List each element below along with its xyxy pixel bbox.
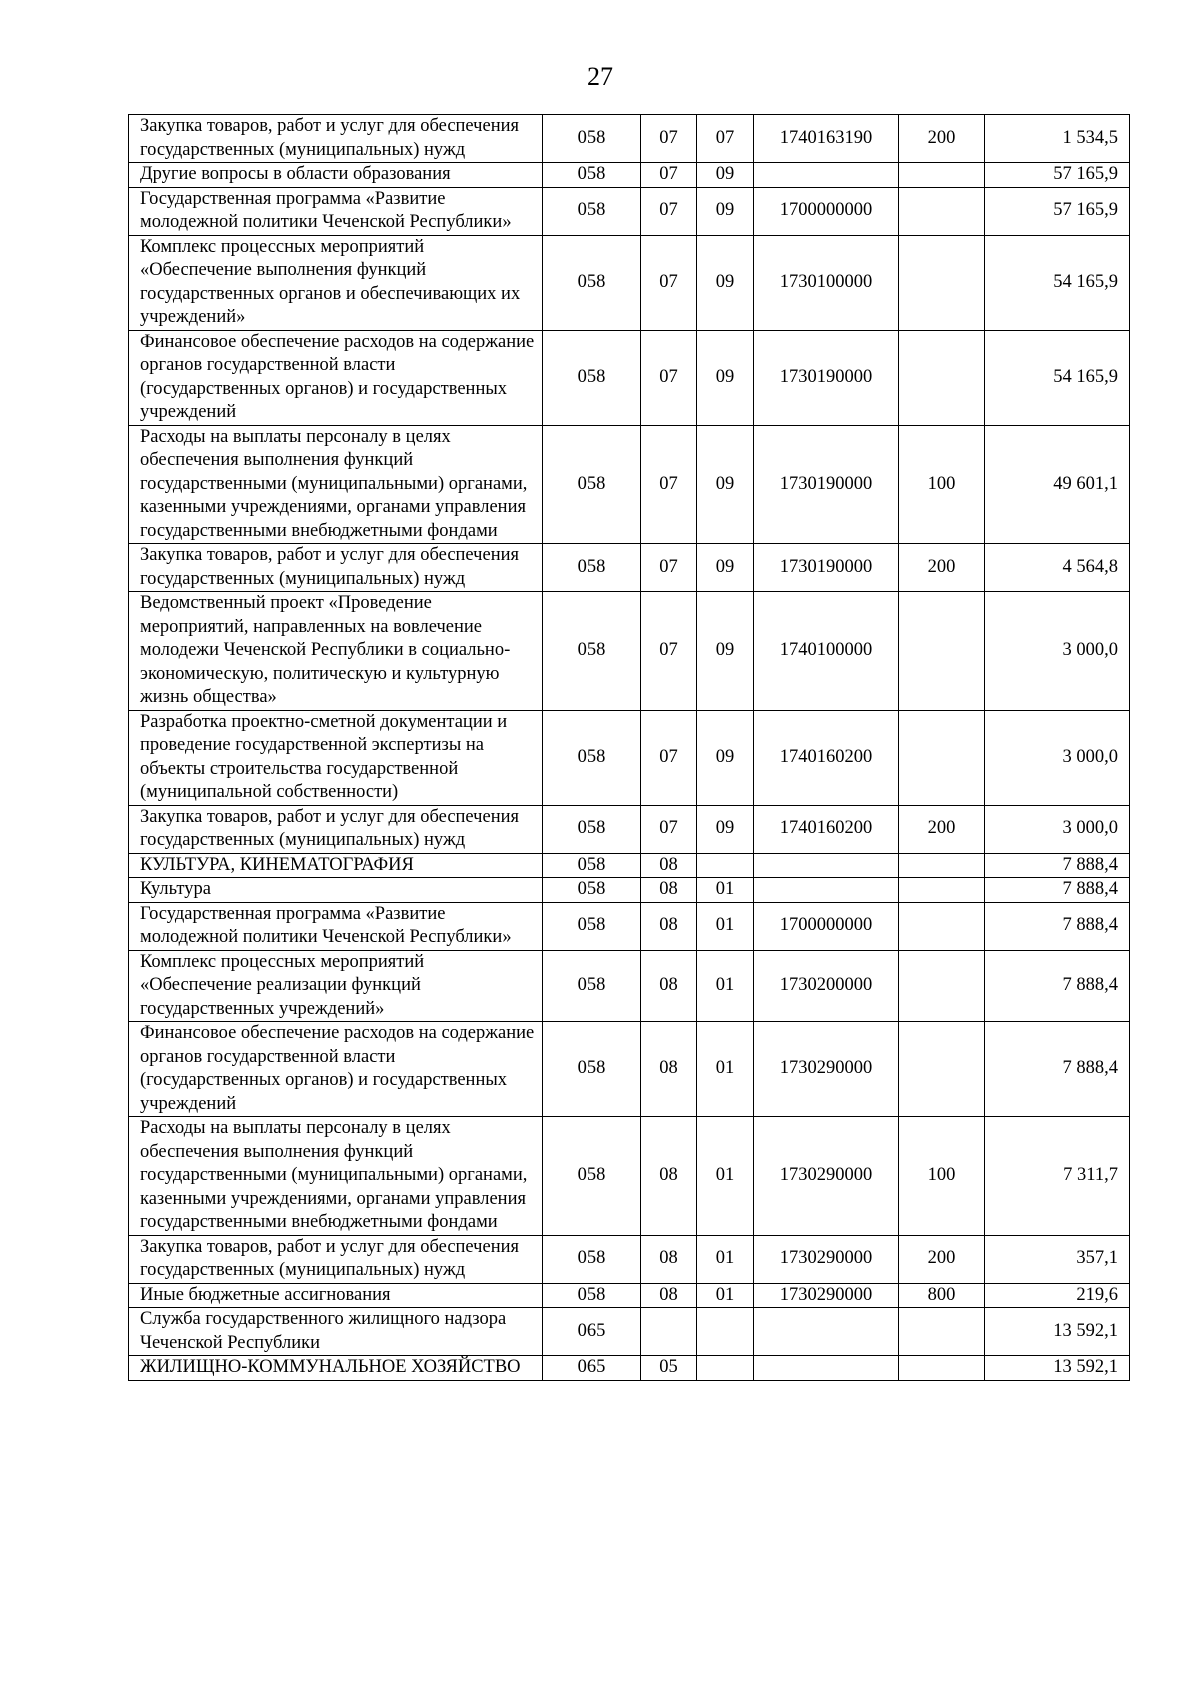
subsection-code-cell: 09 bbox=[697, 235, 754, 330]
target-article-cell: 1740160200 bbox=[754, 805, 899, 853]
amount-cell: 4 564,8 bbox=[985, 544, 1130, 592]
target-article-cell bbox=[754, 878, 899, 903]
expense-type-cell bbox=[899, 950, 985, 1022]
table-row bbox=[129, 115, 1130, 163]
target-article-cell: 1730100000 bbox=[754, 235, 899, 330]
section-code-cell: 08 bbox=[641, 1022, 697, 1117]
expense-type-cell bbox=[899, 853, 985, 878]
amount-cell: 49 601,1 bbox=[985, 425, 1130, 544]
grbs-code-cell: 058 bbox=[543, 1022, 641, 1117]
expense-type-cell bbox=[899, 1356, 985, 1381]
grbs-code-cell: 058 bbox=[543, 950, 641, 1022]
target-article-cell: 1700000000 bbox=[754, 902, 899, 950]
target-article-cell bbox=[754, 853, 899, 878]
expense-type-cell: 100 bbox=[899, 1117, 985, 1236]
amount-cell: 3 000,0 bbox=[985, 805, 1130, 853]
table-row bbox=[129, 1308, 1130, 1356]
amount-cell: 7 888,4 bbox=[985, 902, 1130, 950]
subsection-code-cell: 09 bbox=[697, 592, 754, 711]
grbs-code-cell: 058 bbox=[543, 805, 641, 853]
subsection-code-cell: 09 bbox=[697, 187, 754, 235]
grbs-code-cell: 058 bbox=[543, 592, 641, 711]
table-row bbox=[129, 235, 1130, 330]
subsection-code-cell: 09 bbox=[697, 805, 754, 853]
section-code-cell: 08 bbox=[641, 902, 697, 950]
expense-type-cell bbox=[899, 902, 985, 950]
grbs-code-cell: 058 bbox=[543, 187, 641, 235]
subsection-code-cell: 09 bbox=[697, 710, 754, 805]
amount-cell: 7 311,7 bbox=[985, 1117, 1130, 1236]
section-code-cell bbox=[641, 1308, 697, 1356]
table-row bbox=[129, 330, 1130, 425]
expense-type-cell: 800 bbox=[899, 1283, 985, 1308]
expense-name-cell: Иные бюджетные ассигнования bbox=[129, 1283, 543, 1308]
page-number: 27 bbox=[587, 62, 613, 91]
expense-name-cell: Другие вопросы в области образования bbox=[129, 163, 543, 188]
table-row bbox=[129, 805, 1130, 853]
expense-name-cell: Закупка товаров, работ и услуг для обеспечения государственных (муниципальных) нужд bbox=[129, 1235, 543, 1283]
subsection-code-cell: 09 bbox=[697, 544, 754, 592]
grbs-code-cell: 058 bbox=[543, 853, 641, 878]
section-code-cell: 07 bbox=[641, 115, 697, 163]
amount-cell: 7 888,4 bbox=[985, 950, 1130, 1022]
expense-type-cell bbox=[899, 330, 985, 425]
expense-type-cell: 200 bbox=[899, 1235, 985, 1283]
section-code-cell: 07 bbox=[641, 235, 697, 330]
table-row bbox=[129, 592, 1130, 711]
grbs-code-cell: 058 bbox=[543, 163, 641, 188]
section-code-cell: 08 bbox=[641, 1117, 697, 1236]
table-row bbox=[129, 1283, 1130, 1308]
amount-cell: 357,1 bbox=[985, 1235, 1130, 1283]
section-code-cell: 05 bbox=[641, 1356, 697, 1381]
expense-name-cell: Ведомственный проект «Проведение мероприятий, направленных на вовлечение молодежи Чеченской Республики в социально-экономическую, политическую и культурную жизнь общества» bbox=[129, 592, 543, 711]
expense-type-cell bbox=[899, 710, 985, 805]
section-code-cell: 07 bbox=[641, 592, 697, 711]
expense-type-cell bbox=[899, 1308, 985, 1356]
section-code-cell: 07 bbox=[641, 187, 697, 235]
amount-cell: 1 534,5 bbox=[985, 115, 1130, 163]
target-article-cell bbox=[754, 1308, 899, 1356]
grbs-code-cell: 065 bbox=[543, 1356, 641, 1381]
table-row bbox=[129, 853, 1130, 878]
expense-name-cell: Государственная программа «Развитие молодежной политики Чеченской Республики» bbox=[129, 902, 543, 950]
amount-cell: 3 000,0 bbox=[985, 710, 1130, 805]
subsection-code-cell: 01 bbox=[697, 1022, 754, 1117]
subsection-code-cell: 01 bbox=[697, 902, 754, 950]
expense-name-cell: Расходы на выплаты персоналу в целях обеспечения выполнения функций государственными (муниципальными) органами, казенными учреждениями, органами управления государственными внебюджетными фондами bbox=[129, 425, 543, 544]
expense-name-cell: КУЛЬТУРА, КИНЕМАТОГРАФИЯ bbox=[129, 853, 543, 878]
subsection-code-cell: 01 bbox=[697, 1235, 754, 1283]
section-code-cell: 08 bbox=[641, 1235, 697, 1283]
subsection-code-cell: 01 bbox=[697, 1117, 754, 1236]
expense-name-cell: Культура bbox=[129, 878, 543, 903]
target-article-cell bbox=[754, 163, 899, 188]
section-code-cell: 07 bbox=[641, 544, 697, 592]
grbs-code-cell: 058 bbox=[543, 1283, 641, 1308]
expense-type-cell: 200 bbox=[899, 544, 985, 592]
subsection-code-cell: 09 bbox=[697, 163, 754, 188]
table-row bbox=[129, 902, 1130, 950]
expense-name-cell: Разработка проектно-сметной документации и проведение государственной экспертизы на объекты строительства государственной (муниципальной собственности) bbox=[129, 710, 543, 805]
target-article-cell: 1730290000 bbox=[754, 1235, 899, 1283]
subsection-code-cell: 01 bbox=[697, 950, 754, 1022]
section-code-cell: 08 bbox=[641, 878, 697, 903]
expense-name-cell: Комплекс процессных мероприятий «Обеспечение реализации функций государственных учреждений» bbox=[129, 950, 543, 1022]
amount-cell: 57 165,9 bbox=[985, 187, 1130, 235]
subsection-code-cell: 01 bbox=[697, 878, 754, 903]
grbs-code-cell: 058 bbox=[543, 1235, 641, 1283]
expense-type-cell: 100 bbox=[899, 425, 985, 544]
target-article-cell: 1730290000 bbox=[754, 1283, 899, 1308]
section-code-cell: 07 bbox=[641, 330, 697, 425]
amount-cell: 3 000,0 bbox=[985, 592, 1130, 711]
table-row bbox=[129, 878, 1130, 903]
expense-type-cell bbox=[899, 592, 985, 711]
table-row bbox=[129, 187, 1130, 235]
expense-name-cell: Расходы на выплаты персоналу в целях обеспечения выполнения функций государственными (муниципальными) органами, казенными учреждениями, органами управления государственными внебюджетными фондами bbox=[129, 1117, 543, 1236]
target-article-cell: 1730290000 bbox=[754, 1022, 899, 1117]
section-code-cell: 07 bbox=[641, 710, 697, 805]
amount-cell: 13 592,1 bbox=[985, 1308, 1130, 1356]
expense-type-cell: 200 bbox=[899, 115, 985, 163]
grbs-code-cell: 058 bbox=[543, 878, 641, 903]
expense-name-cell: Государственная программа «Развитие молодежной политики Чеченской Республики» bbox=[129, 187, 543, 235]
expense-type-cell bbox=[899, 878, 985, 903]
amount-cell: 13 592,1 bbox=[985, 1356, 1130, 1381]
subsection-code-cell bbox=[697, 1308, 754, 1356]
target-article-cell: 1730190000 bbox=[754, 544, 899, 592]
grbs-code-cell: 058 bbox=[543, 710, 641, 805]
budget-table bbox=[128, 114, 1130, 1381]
table-row bbox=[129, 710, 1130, 805]
target-article-cell: 1730190000 bbox=[754, 425, 899, 544]
target-article-cell: 1740100000 bbox=[754, 592, 899, 711]
budget-table-body bbox=[129, 115, 1130, 1381]
subsection-code-cell: 09 bbox=[697, 425, 754, 544]
expense-name-cell: Комплекс процессных мероприятий «Обеспечение выполнения функций государственных органов и обеспечивающих их учреждений» bbox=[129, 235, 543, 330]
expense-name-cell: Финансовое обеспечение расходов на содержание органов государственной власти (государственных органов) и государственных учреждений bbox=[129, 330, 543, 425]
amount-cell: 54 165,9 bbox=[985, 330, 1130, 425]
subsection-code-cell: 01 bbox=[697, 1283, 754, 1308]
grbs-code-cell: 058 bbox=[543, 544, 641, 592]
subsection-code-cell: 09 bbox=[697, 330, 754, 425]
expense-type-cell: 200 bbox=[899, 805, 985, 853]
amount-cell: 57 165,9 bbox=[985, 163, 1130, 188]
section-code-cell: 07 bbox=[641, 425, 697, 544]
expense-type-cell bbox=[899, 1022, 985, 1117]
target-article-cell bbox=[754, 1356, 899, 1381]
section-code-cell: 08 bbox=[641, 950, 697, 1022]
amount-cell: 7 888,4 bbox=[985, 1022, 1130, 1117]
table-row bbox=[129, 163, 1130, 188]
table-row bbox=[129, 950, 1130, 1022]
expense-type-cell bbox=[899, 235, 985, 330]
expense-name-cell: Закупка товаров, работ и услуг для обеспечения государственных (муниципальных) нужд bbox=[129, 544, 543, 592]
table-row bbox=[129, 425, 1130, 544]
section-code-cell: 07 bbox=[641, 805, 697, 853]
target-article-cell: 1730290000 bbox=[754, 1117, 899, 1236]
subsection-code-cell bbox=[697, 1356, 754, 1381]
expense-name-cell: Финансовое обеспечение расходов на содержание органов государственной власти (государственных органов) и государственных учреждений bbox=[129, 1022, 543, 1117]
table-row bbox=[129, 544, 1130, 592]
table-row bbox=[129, 1235, 1130, 1283]
subsection-code-cell: 07 bbox=[697, 115, 754, 163]
target-article-cell: 1730200000 bbox=[754, 950, 899, 1022]
amount-cell: 219,6 bbox=[985, 1283, 1130, 1308]
target-article-cell: 1740160200 bbox=[754, 710, 899, 805]
amount-cell: 7 888,4 bbox=[985, 878, 1130, 903]
target-article-cell: 1700000000 bbox=[754, 187, 899, 235]
grbs-code-cell: 058 bbox=[543, 235, 641, 330]
expense-type-cell bbox=[899, 187, 985, 235]
expense-name-cell: ЖИЛИЩНО-КОММУНАЛЬНОЕ ХОЗЯЙСТВО bbox=[129, 1356, 543, 1381]
amount-cell: 54 165,9 bbox=[985, 235, 1130, 330]
expense-name-cell: Закупка товаров, работ и услуг для обеспечения государственных (муниципальных) нужд bbox=[129, 805, 543, 853]
target-article-cell: 1730190000 bbox=[754, 330, 899, 425]
section-code-cell: 08 bbox=[641, 853, 697, 878]
grbs-code-cell: 058 bbox=[543, 115, 641, 163]
section-code-cell: 07 bbox=[641, 163, 697, 188]
table-row bbox=[129, 1117, 1130, 1236]
target-article-cell: 1740163190 bbox=[754, 115, 899, 163]
section-code-cell: 08 bbox=[641, 1283, 697, 1308]
expense-type-cell bbox=[899, 163, 985, 188]
subsection-code-cell bbox=[697, 853, 754, 878]
grbs-code-cell: 058 bbox=[543, 902, 641, 950]
grbs-code-cell: 058 bbox=[543, 1117, 641, 1236]
table-row bbox=[129, 1022, 1130, 1117]
expense-name-cell: Закупка товаров, работ и услуг для обеспечения государственных (муниципальных) нужд bbox=[129, 115, 543, 163]
expense-name-cell: Служба государственного жилищного надзора Чеченской Республики bbox=[129, 1308, 543, 1356]
amount-cell: 7 888,4 bbox=[985, 853, 1130, 878]
table-row bbox=[129, 1356, 1130, 1381]
grbs-code-cell: 058 bbox=[543, 330, 641, 425]
grbs-code-cell: 065 bbox=[543, 1308, 641, 1356]
grbs-code-cell: 058 bbox=[543, 425, 641, 544]
